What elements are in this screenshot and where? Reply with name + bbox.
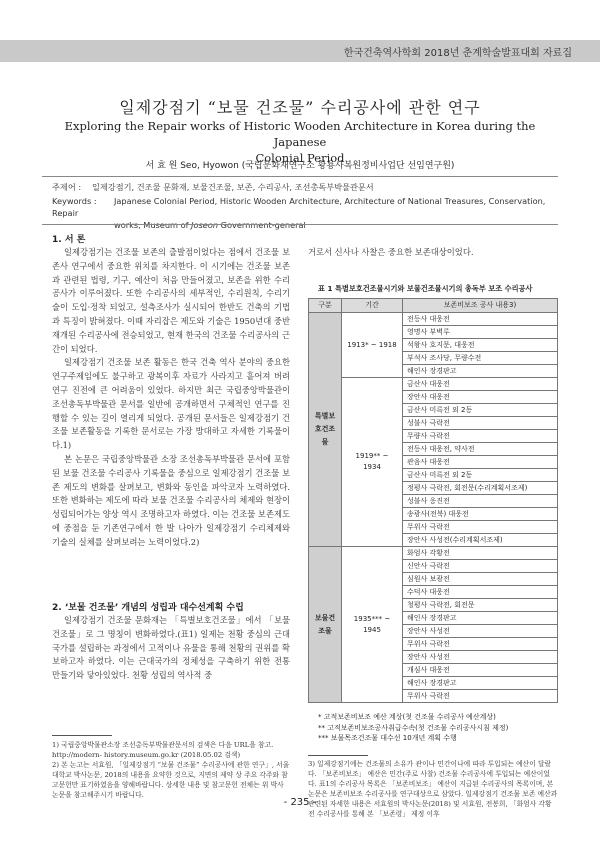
table-notes	[318, 712, 558, 744]
table-site-cell: 장안사 사성전	[403, 651, 558, 664]
table-site-cell: 화엄사 각황전	[403, 547, 558, 560]
table-row	[309, 313, 558, 326]
table-site-cell: 영명사 부벽루	[403, 326, 558, 339]
table-site-cell: 해인사 장경판고	[403, 677, 558, 690]
table-site-cell: 전등사 대웅전, 약사전	[403, 443, 558, 456]
keywords-korean-label: 주제어 :	[52, 182, 82, 192]
table-row	[309, 378, 558, 391]
table-site-cell: 금산사 미륵전 외 2동	[403, 469, 558, 482]
table-site-cell: 해인사 장경판고	[403, 365, 558, 378]
paragraph: 일제강점기는 건조물 보존의 출발점이었다는 점에서 건조물 보존사 연구에서 중요한 위치를 차지한다. 이 시기에는 건조물 보존과 관련된 법령, 기구, 예산이 처음 만들어졌고, 보존을 위한 수리공사가 이루어졌다. 또한 수리공사의 세부적인, 수리원칙, 수리기술이 도입·정착 되었고, 설측조사가 실시되어 한반도 건축의 기법과 특징이 밝혀졌다. 이때 자리잡은 제도와 기술은 1950년대 중반 재개된 수리공사에 전승되었고, 현재 한국의 건조물 수리공사의 근간이 되었다.	[52, 247, 290, 354]
title-korean: 일제강점기 “보물 건조물” 수리공사에 관한 연구	[119, 98, 481, 117]
keywords-english-line-1: Japanese Colonial Period, Historic Wooden Architecture, Architecture of National Treasures, Conservation, Repair	[52, 196, 546, 218]
section-2-body	[52, 614, 290, 683]
table-site-cell: 부석사 조사당, 무량수전	[403, 352, 558, 365]
table-site-cell: 석왕사 호지문, 대웅전	[403, 339, 558, 352]
footnote-rule-left	[52, 735, 112, 736]
table-site-cell: 해인사 장경판고	[403, 612, 558, 625]
table-1	[308, 298, 558, 703]
section-1-body	[52, 246, 290, 550]
table-1-wrapper	[308, 298, 558, 703]
table-period-cell: 1935*** ~ 1945	[342, 547, 403, 703]
table-site-cell: 성불사 극락전	[403, 417, 558, 430]
table-site-cell: 무위사 극락전	[403, 521, 558, 534]
table-site-cell: 장안사 사성전	[403, 625, 558, 638]
footnote: 1) 국립중앙박물관소장 조선총독부박물관문서의 검색은 다음 URL을 참고. http://modern- history.museum.go.kr (2018.05.02 검색)	[52, 741, 274, 759]
title-english-line-1: Exploring the Repair works of Historic Wooden Architecture in Korea during the Japanese	[64, 119, 536, 149]
table-header-category: 구분	[309, 299, 342, 313]
keywords-korean	[52, 181, 562, 193]
table-row	[309, 547, 558, 560]
paragraph: 일제강점기 건조물 문화재는 「특별보호건조물」에서 「보물건조물」로 그 명칭이 변화하였다.(표1) 일제는 천황 중심의 근대국가를 설립하는 과정에서 고적이나 유물을 통해 천황의 권위를 확보하고자 하였다. 이는 근대국가의 정체성을 구축하기 위한 전통 만들기와 닿아있었다. 천황 성립의 역사적 중	[52, 615, 290, 681]
footnote: 2) 본 논고는 서효원, 「일제강점기 “보물 건조물” 수리공사에 관한 연구」, 서울대학교 박사논문, 2018의 내용을 요약한 것으로, 지면의 제약 상 주요 각주와 참고문헌만 표기하였음을 양해바랍니다. 상세한 내용 및 참고문헌 전체는 위 박사논문을 참고해주시기 바랍니다.	[52, 761, 290, 799]
keywords-top-rule	[42, 176, 558, 177]
footnote-rule-right	[308, 755, 368, 756]
section-2-heading: 2. ‘보물 건조물’ 개념의 성립과 대수선계획 수립	[52, 603, 244, 613]
table-period-cell: 1913* ~ 1918	[342, 313, 403, 378]
table-site-cell: 장안사 대웅전	[403, 391, 558, 404]
section-1-heading: 1. 서 론	[52, 235, 86, 245]
table-site-cell: 장안사 사성전(수리계획서조제)	[403, 534, 558, 547]
journal-header: 한국건축역사학회 2018년 춘계학술발표대회 자료집	[343, 48, 572, 59]
table-site-cell: 신안사 극락전	[403, 560, 558, 573]
keywords-english-line-2: works, Museum of Joseon Government-general	[114, 220, 306, 230]
table-caption: 표 1 특별보호건조물시기와 보물건조물시기의 총독부 보조 수리공사	[318, 284, 533, 293]
table-site-cell: 정평사 극락전, 회전문(수리계획서조제)	[403, 482, 558, 495]
table-site-cell: 관음사 대웅전	[403, 456, 558, 469]
table-site-cell: 심원사 보광전	[403, 573, 558, 586]
author-line: 서 효 원 Seo, Hyowon (국립문화재연구소 황룡사복원정비사업단 선임연구원)	[145, 161, 455, 171]
table-site-cell: 청평사 극락전, 회전문	[403, 599, 558, 612]
paragraph: 본 논문은 국립중앙박물관 소장 조선총독부박물관 문서에 포함된 보물 건조물 수리공사 기록물을 중심으로 일제강점기 건조물 보존 제도의 변화를 살펴보고, 변화와 동인을 파악코자 노력하였다. 또한 변화하는 제도에 따라 보물 건조물 수리공사의 체제와 현장이 성립되어가는 양상 역시 조명하고자 하였다. 이는 건조물 보존제도에 중점을 둔 기존연구에서 한 발 나아가 일제강점기 수리체제와 기술의 실체를 살펴보려는 노력이었다.2)	[52, 453, 290, 547]
table-header-row	[309, 299, 558, 313]
table-site-cell: 수덕사 대웅전	[403, 586, 558, 599]
table-header-sites: 보존비보조 공사 내용3)	[403, 299, 558, 313]
table-site-cell: 전등사 대웅전	[403, 313, 558, 326]
title-english-line-2: Colonial Period	[255, 151, 345, 165]
table-site-cell: 금산사 대웅전	[403, 378, 558, 391]
table-site-cell: 개심사 대웅전	[403, 664, 558, 677]
table-category-cell: 특별보호건조물	[309, 313, 342, 547]
table-note: * 고적보존비보조 예산 계상(첫 건조물 수리공사 예산계상)	[318, 713, 496, 721]
page-number: - 235 -	[283, 797, 317, 808]
right-column-intro: 거로서 신사나 사찰은 중요한 보존대상이었다.	[308, 247, 474, 257]
table-site-cell: 무위사 극락전	[403, 638, 558, 651]
footnotes-right	[308, 759, 558, 819]
table-site-cell: 금산사 미륵전 외 2동	[403, 404, 558, 417]
keywords-english	[52, 195, 562, 231]
keywords-english-label: Keywords :	[52, 196, 97, 206]
table-category-cell: 보물건조물	[309, 547, 342, 703]
table-header-period: 기간	[342, 299, 403, 313]
table-period-cell: 1919** ~ 1934	[342, 378, 403, 547]
keywords-bottom-rule	[42, 224, 558, 225]
footnotes-left	[52, 740, 290, 800]
paragraph: 일제강점기 건조물 보존 활동은 한국 건축 역사 분야의 중요한 연구주제임에도 불구하고 광복이후 자료가 사라지고 흩어져 버려 연구 진전에 큰 어려움이 있었다. 하지만 최근 국립중앙박물관이 조선총독부박물관 문서를 일반에 공개하면서 구체적인 연구를 진행할 수 있는 길이 열리게 되었다. 공개된 문서들은 일제강점기 건조물 보존활동을 기록한 문서로는 가장 방대하고 자세한 기록물이다.1)	[52, 357, 290, 451]
keywords-korean-text: 일제강점기, 건조물 문화재, 보물건조물, 보존, 수리공사, 조선총독부박물관문서	[92, 182, 374, 192]
table-site-cell: 송광사(전북) 대웅전	[403, 508, 558, 521]
table-note: *** 보물목조건조물 대수선 10개년 계획 수행	[318, 734, 457, 742]
footnote: 3) 일제강점기에는 건조물의 소유가 관이나 민간이나에 따라 투입되는 예산이 달랐다. 「보존비보조」 예산은 민간(주로 사찰) 건조물 수리공사에 투입되는 예산이었다. 표1의 수리공사 목록은 「보존비보조」 예산이 지급된 수리공사의 목록이며, 본 논문은 보존비보조 수리공사를 연구대상으로 삼았다. 일제강점기 건조물 보존 예산과 관련된 자세한 내용은 서효원의 박사논문(2018) 및 서효원, 전봉희, 「화엄사 각황전 수리공사를 통해 본 「보존령」 제정 이후	[308, 760, 558, 818]
table-site-cell: 무위사 극락전	[403, 690, 558, 703]
table-site-cell: 무량사 극락전	[403, 430, 558, 443]
table-note: ** 고적보존비보조공사취급수속(첫 건조물 수리공사시침 제정)	[318, 723, 509, 732]
table-site-cell: 성불사 응진전	[403, 495, 558, 508]
